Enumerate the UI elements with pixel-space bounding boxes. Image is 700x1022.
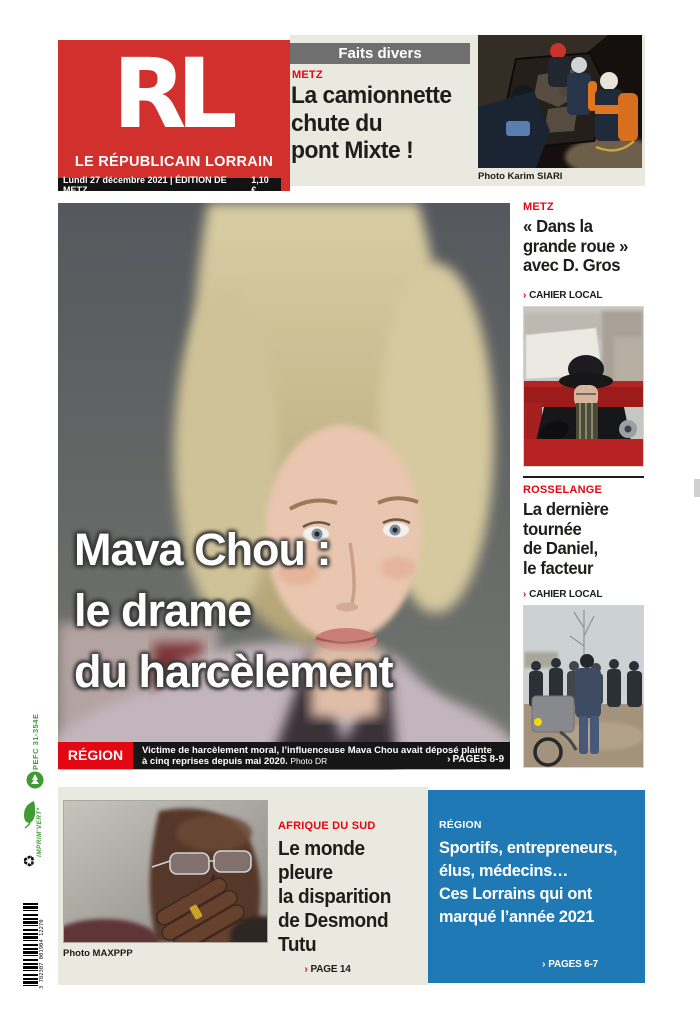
photo-credit: Photo Karim SIARI	[478, 171, 563, 182]
chevron-icon: ›	[523, 290, 527, 301]
kicker-metz: METZ	[292, 69, 323, 81]
lead-pages-ref: › PAGES 8-9	[447, 754, 504, 765]
cahier-local-ref-2: › CAHIER LOCAL	[523, 589, 603, 600]
page-edge-tab	[694, 479, 700, 497]
masthead-logo	[58, 38, 290, 195]
tutu-page-ref: › PAGE 14	[304, 964, 351, 975]
tutu-photo-credit: Photo MAXPPP	[63, 948, 133, 959]
pefc-logo-icon	[26, 771, 44, 789]
facteur-headline: La dernière tournée de Daniel, le facteur	[523, 499, 609, 578]
lead-headline: Mava Chou : le drame du harcèlement	[74, 524, 393, 697]
cahier-local-ref-1: › CAHIER LOCAL	[523, 290, 603, 301]
grande-roue-headline: « Dans la grande roue » avec D. Gros	[523, 216, 629, 275]
triman-recycling-icon: ♻	[21, 854, 39, 868]
kicker-rosselange: ROSSELANGE	[523, 484, 603, 496]
desmond-tutu-photo	[63, 800, 268, 943]
imprim-vert-label: IMPRIM'VERT*	[36, 807, 43, 857]
edition-date: Lundi 27 décembre 2021 | ÉDITION DE METZ	[63, 174, 227, 195]
pefc-certification-label: PEFC 31-354E	[31, 713, 40, 770]
kicker-region: RÉGION	[439, 819, 482, 831]
barcode-number: 3 782307 001904 12270	[39, 919, 45, 989]
ferris-wheel-photo	[523, 306, 644, 467]
chevron-icon: ›	[304, 964, 308, 975]
column-divider	[523, 476, 644, 478]
postman-crowd-photo	[523, 605, 644, 768]
region-pages-ref: › PAGES 6-7	[542, 959, 598, 970]
kicker-metz-2: METZ	[523, 201, 554, 213]
price: 1,10 €	[251, 174, 269, 195]
lead-photo-mava-chou	[58, 203, 510, 770]
date-bar	[58, 174, 281, 195]
lead-caption: Victime de harcèlement moral, l’influenceuse Mava Chou avait déposé plainte à cinq reprises depuis mai 2020. Photo DR	[142, 744, 492, 767]
tutu-section	[58, 787, 428, 985]
faits-divers-headline: La camionnette chute du pont Mixte !	[291, 82, 452, 164]
region-year-box	[428, 790, 645, 983]
lead-photo-credit: Photo DR	[290, 755, 328, 766]
kicker-afrique-du-sud: AFRIQUE DU SUD	[278, 820, 376, 832]
lead-caption-bar	[58, 742, 510, 769]
paper-name: LE RÉPUBLICAIN LORRAIN	[74, 154, 274, 170]
region-headline: Sportifs, entrepreneurs, élus, médecins… Ces Lorrains qui ont marqué l’année 2021	[439, 838, 618, 926]
chevron-icon: ›	[523, 589, 527, 600]
barcode	[23, 903, 38, 986]
faits-divers-section	[290, 35, 645, 186]
chevron-icon: ›	[542, 959, 546, 970]
logo-initials: RL	[112, 38, 228, 150]
tutu-headline: Le monde pleure la disparition de Desmond Tutu	[278, 838, 391, 956]
section-banner: Faits divers	[290, 43, 470, 64]
van-crash-photo	[478, 35, 642, 168]
chevron-icon: ›	[447, 754, 451, 765]
region-badge: RÉGION	[58, 742, 133, 769]
